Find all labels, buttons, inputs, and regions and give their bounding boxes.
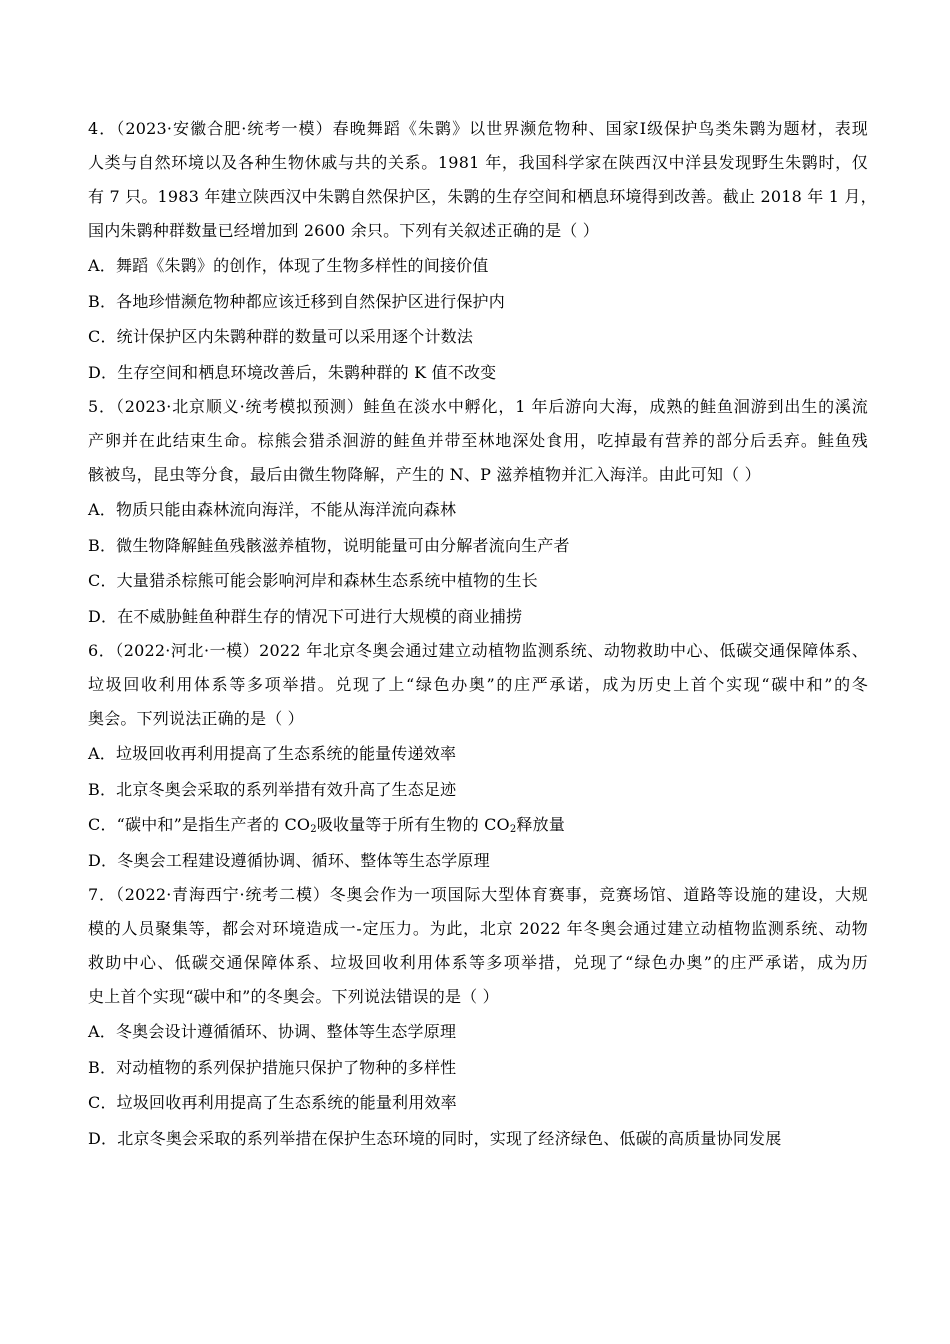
question-5-stem-line-2: 产卵并在此结束生命。棕熊会猎杀洄游的鲑鱼并带至林地深处食用，吃掉最有营养的部分后丢弃。鲑鱼残: [88, 431, 868, 450]
question-6-stem-line-1: 6．（2022·河北·一模）2022 年北京冬奥会通过建立动植物监测系统、动物救助中心、低碳交通保障体系、: [88, 641, 868, 660]
question-7: [88, 878, 868, 1156]
question-4-option-c: C．统计保护区内朱鹮种群的数量可以采用逐个计数法: [88, 327, 474, 346]
question-7-option-d: D．北京冬奥会采取的系列举措在保护生态环境的同时，实现了经济绿色、低碳的高质量协同发展: [88, 1128, 782, 1148]
option-c-suffix: 释放量: [516, 815, 566, 834]
option-c-middle: 吸收量等于所有生物的 CO: [316, 815, 510, 834]
question-5-option-a: A．物质只能由森林流向海洋，不能从海洋流向森林: [88, 500, 457, 519]
question-4-stem-line-2: 人类与自然环境以及各种生物休戚与共的关系。1981 年，我国科学家在陕西汉中洋县发现野生朱鹮时，仅: [88, 153, 868, 172]
question-4: [88, 112, 877, 390]
document-page: [88, 112, 877, 1156]
question-5-stem-line-3: 骸被鸟，昆虫等分食，最后由微生物降解，产生的 N、P 滋养植物并汇入海洋。由此可知（ ）: [88, 465, 761, 484]
question-7-stem-line-1: 7．（2022·青海西宁·统考二模）冬奥会作为一项国际大型体育赛事，竞赛场馆、道路等设施的建设，大规: [88, 885, 868, 904]
question-6: [88, 634, 868, 878]
question-5-stem-line-1: 5．（2023·北京顺义·统考模拟预测）鲑鱼在淡水中孵化，1 年后游向大海，成熟的鲑鱼洄游到出生的溪流: [88, 397, 868, 416]
question-7-option-b: B．对动植物的系列保护措施只保护了物种的多样性: [88, 1057, 457, 1077]
question-7-option-a: A．冬奥会设计遵循循环、协调、整体等生态学原理: [88, 1022, 457, 1041]
question-6-stem-line-3: 奥会。下列说法正确的是（ ）: [88, 709, 304, 728]
question-7-stem-line-3: 救助中心、低碳交通保障体系、垃圾回收利用体系等多项举措，兑现了“绿色办奥”的庄严承诺，成为历: [88, 953, 868, 972]
subscript-2: 2: [509, 824, 517, 835]
question-7-stem-line-2: 模的人员聚集等，都会对环境造成一-定压力。为此，北京 2022 年冬奥会通过建立动植物监测系统、动物: [88, 919, 868, 938]
question-7-option-c: C．垃圾回收再利用提高了生态系统的能量利用效率: [88, 1093, 457, 1112]
option-c-prefix: C．“碳中和”是指生产者的 CO: [88, 815, 311, 834]
question-7-stem-line-4: 史上首个实现“碳中和”的冬奥会。下列说法错误的是（ ）: [88, 987, 499, 1006]
question-6-option-d: D．冬奥会工程建设遵循协调、循环、整体等生态学原理: [88, 850, 490, 870]
question-6-option-b: B．北京冬奥会采取的系列举措有效升高了生态足迹: [88, 779, 457, 799]
question-4-option-b: B．各地珍惜濒危物种都应该迁移到自然保护区进行保护内: [88, 291, 505, 311]
question-4-option-d: D．生存空间和栖息环境改善后，朱鹮种群的 K 值不改变: [88, 362, 497, 382]
question-4-stem-line-3: 有 7 只。1983 年建立陕西汉中朱鹮自然保护区，朱鹮的生存空间和栖息环境得到改善。截止 2018 年 1 月，: [88, 187, 877, 206]
question-5-option-c: C．大量猎杀棕熊可能会影响河岸和森林生态系统中植物的生长: [88, 571, 538, 590]
question-6-stem-line-2: 垃圾回收利用体系等多项举措。兑现了上“绿色办奥”的庄严承诺，成为历史上首个实现“碳中和”的冬: [88, 675, 868, 694]
question-5: [88, 390, 868, 634]
question-6-option-c: [88, 807, 868, 843]
question-4-stem-line-4: 国内朱鹮种群数量已经增加到 2600 余只。下列有关叙述正确的是（ ）: [88, 221, 599, 240]
question-5-option-d: D．在不威胁鲑鱼种群生存的情况下可进行大规模的商业捕捞: [88, 606, 523, 626]
question-6-option-a: A．垃圾回收再利用提高了生态系统的能量传递效率: [88, 744, 457, 763]
question-4-option-a: A．舞蹈《朱鹮》的创作，体现了生物多样性的间接价值: [88, 256, 489, 275]
subscript-2: 2: [310, 824, 317, 835]
question-5-option-b: B．微生物降解鲑鱼残骸滋养植物，说明能量可由分解者流向生产者: [88, 535, 570, 555]
question-4-stem-line-1: 4．（2023·安徽合肥·统考一模）春晚舞蹈《朱鹮》以世界濒危物种、国家Ⅰ级保护鸟类朱鹮为题材，表现: [88, 119, 868, 138]
